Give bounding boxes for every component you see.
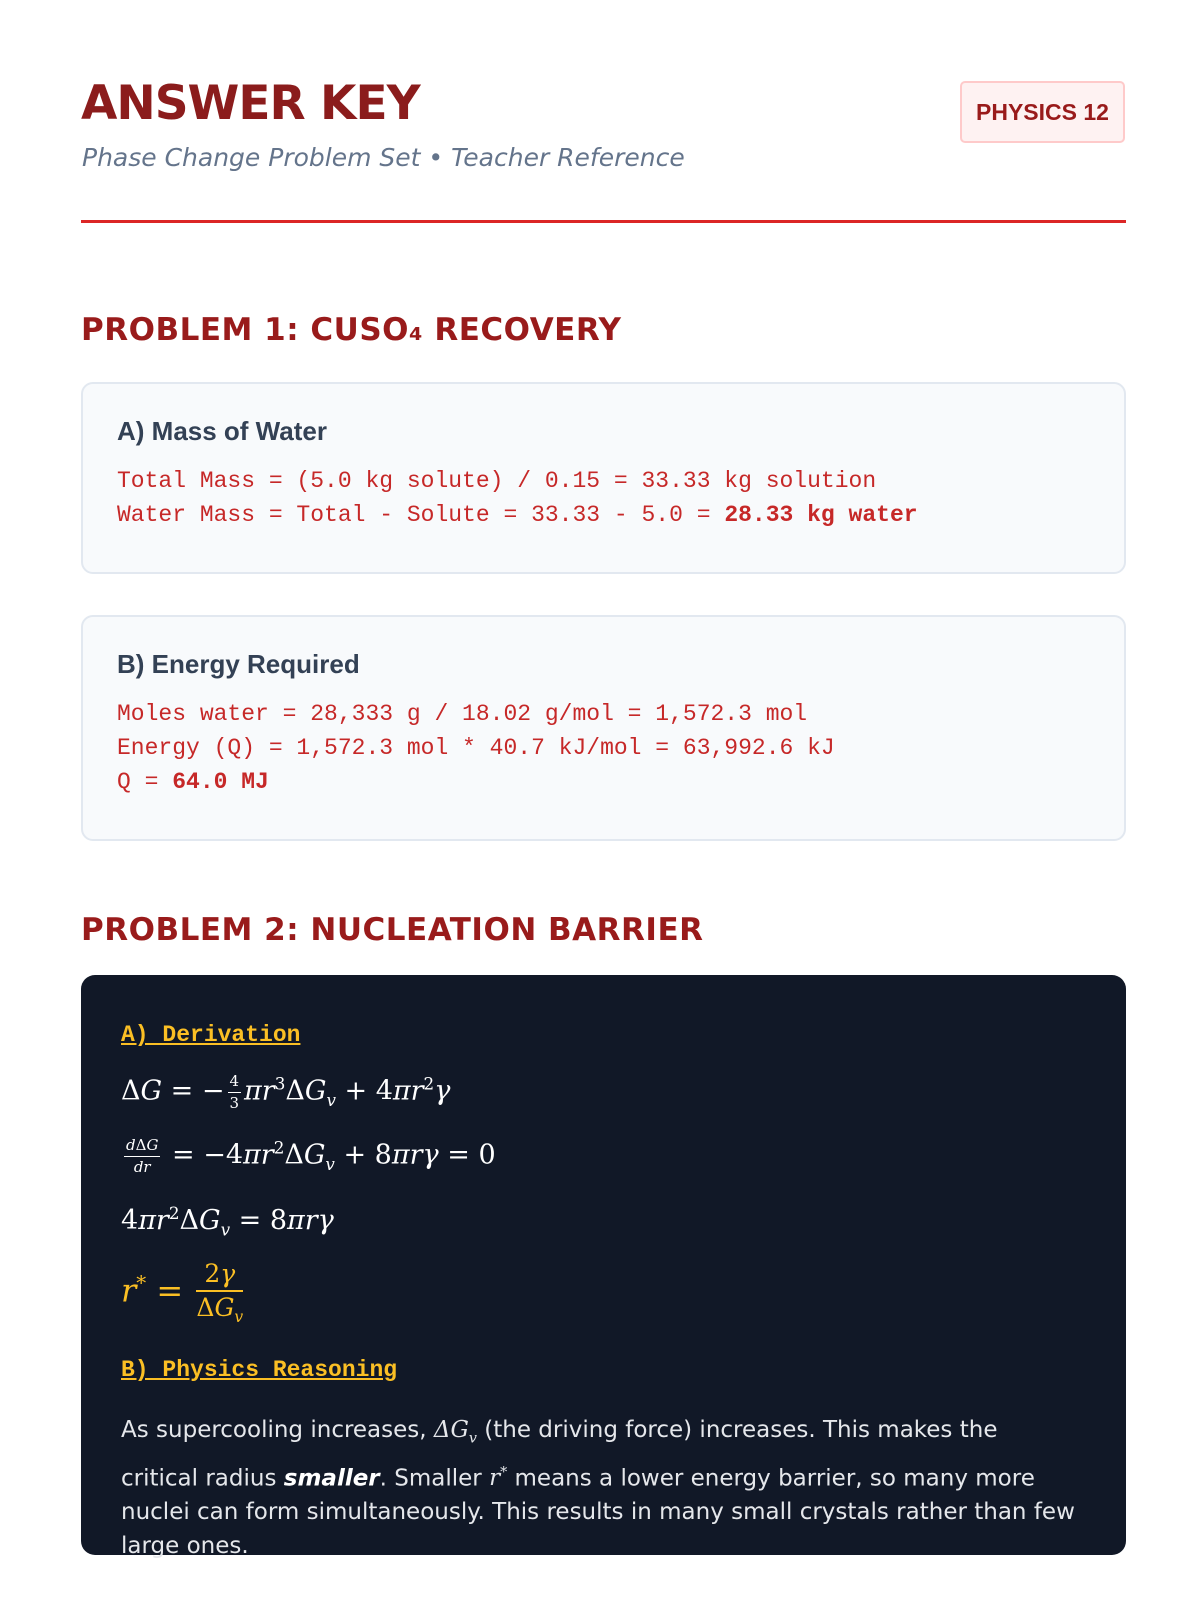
part-a-title: A) Mass of Water (117, 416, 327, 446)
critical-radius-result: r* = $\frac{2\gamma}{\Delta G_v}$ (121, 1259, 244, 1326)
energy-line: Energy (Q) = 1,572.3 mol * 40.7 kJ/mol = 63,992.6 kJ (117, 735, 835, 761)
moles-line: Moles water = 28,333 g / 18.02 g/mol = 1,572.3 mol (117, 701, 808, 727)
gibbs-energy-equation: ΔG = − $\frac{4}{3}$ $\pi r^3\Delta G_v + 4\pi r^2\gamma$ (121, 1072, 451, 1112)
delta-gv-symbol: $\Delta G_v$ (433, 1417, 477, 1447)
reasoning-text-2: (the driving force) increases. This makes the critical radius (121, 1417, 998, 1492)
reasoning-text-4: means a lower energy barrier, so many more nuclei can form simultaneously. This results in many small crystals rather than few large ones. (121, 1465, 1075, 1560)
problem-2-heading: PROBLEM 2: NUCLEATION BARRIER (81, 912, 704, 948)
water-mass-expression: Water Mass = Total - Solute = 33.33 - 5.0 = (117, 502, 725, 528)
problem-1-heading: PROBLEM 1: CUSO₄ RECOVERY (81, 312, 622, 348)
page-subtitle: Phase Change Problem Set • Teacher Reference (82, 143, 685, 172)
reasoning-text-1: As supercooling increases, (121, 1417, 434, 1443)
reasoning-subheading: B) Physics Reasoning (121, 1357, 398, 1383)
reasoning-emphasis: smaller (283, 1465, 380, 1492)
total-mass-line: Total Mass = (5.0 kg solute) / 0.15 = 33.33 kg solution (117, 468, 877, 494)
q-label: Q = (117, 769, 173, 795)
derivative-equation: $\frac{\text{dΔG}}{dr}$ = $-4\pi r^2\Delta G_v + 8\pi r\gamma = 0$ (126, 1136, 496, 1176)
course-badge: PHYSICS 12 (960, 81, 1125, 143)
reasoning-paragraph (121, 1413, 1081, 1563)
balance-equation: $4\pi r^2\Delta G_v = 8\pi r\gamma$ (121, 1203, 334, 1240)
q-line (117, 765, 1090, 799)
problem-1-part-a-box (81, 382, 1126, 574)
page-title: ANSWER KEY (81, 76, 420, 131)
header-divider (81, 220, 1126, 223)
water-mass-result: 28.33 kg water (724, 502, 918, 528)
derivation-subheading: A) Derivation (121, 1022, 301, 1048)
water-mass-line (117, 498, 1090, 532)
part-b-title: B) Energy Required (117, 649, 360, 679)
q-result: 64.0 MJ (172, 769, 269, 795)
reasoning-text-3: . Smaller (379, 1465, 490, 1492)
derivation-panel (81, 975, 1126, 1560)
critical-radius-symbol: r* (489, 1464, 508, 1492)
problem-1-part-b-box (81, 615, 1126, 841)
